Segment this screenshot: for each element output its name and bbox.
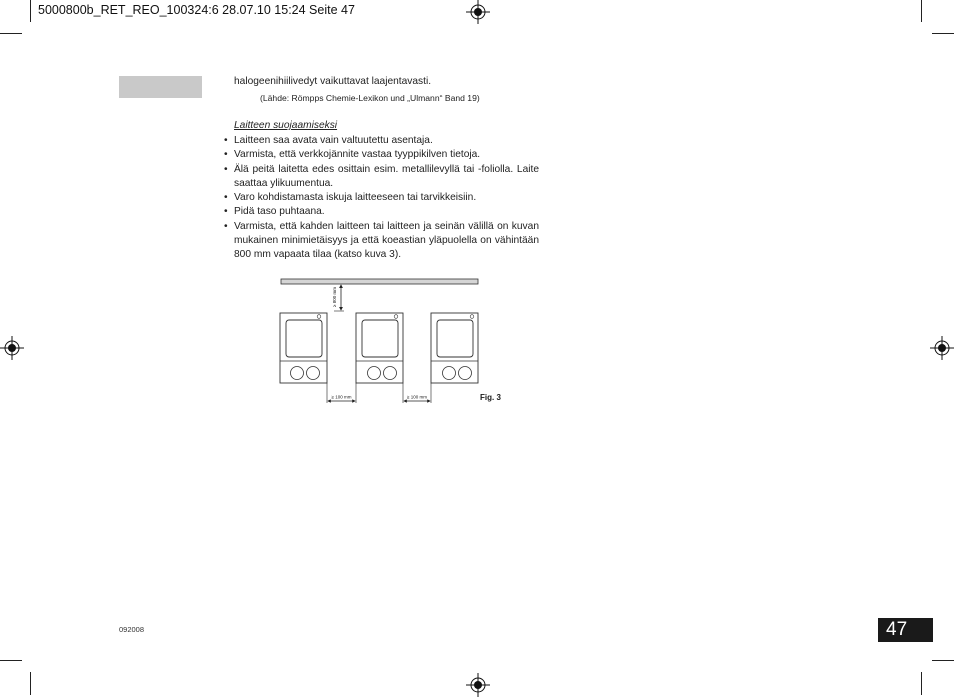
list-item: • Varo kohdistamasta iskuja laitteeseen tai tarvikkeisiin. <box>224 191 539 205</box>
crop-mark <box>30 0 31 22</box>
device-spacing-figure <box>270 270 520 410</box>
source-citation: (Lähde: Römpps Chemie-Lexikon und „Ulmann“ Band 19) <box>260 93 480 103</box>
section-tab-marker <box>119 76 202 98</box>
document-code: 092008 <box>119 625 145 634</box>
crop-mark <box>921 0 922 22</box>
list-item: • Laitteen saa avata vain valtuutettu asentaja. <box>224 134 539 148</box>
list-item: • Varmista, että verkkojännite vastaa tyyppikilven tietoja. <box>224 148 539 162</box>
registration-mark-icon <box>930 336 954 360</box>
vertical-clearance-label: ≥ 800 mm <box>332 287 337 307</box>
print-slug: 5000800b_RET_REO_100324:6 28.07.10 15:24 Seite 47 <box>38 3 355 17</box>
device-unit <box>431 313 478 383</box>
safety-bullet-list <box>224 134 539 263</box>
registration-mark-icon <box>466 0 490 24</box>
crop-mark <box>932 660 954 661</box>
crop-mark <box>30 672 31 695</box>
page-number: 47 <box>886 619 908 640</box>
horizontal-gap-label: ≥ 100 mm <box>331 394 352 400</box>
figure-label: Fig. 3 <box>480 393 501 402</box>
list-item: • Älä peitä laitetta edes osittain esim. metallilevyllä tai -foliolla. Laite saattaa ylikuumentua. <box>224 163 539 192</box>
crop-mark <box>921 672 922 695</box>
registration-mark-icon <box>0 336 24 360</box>
crop-mark <box>932 33 954 34</box>
horizontal-gap-label: ≥ 100 mm <box>407 394 427 400</box>
intro-line: halogeenihiilivedyt vaikuttavat laajentavasti. <box>234 76 432 87</box>
crop-mark <box>0 33 22 34</box>
list-item: • Varmista, että kahden laitteen tai laitteen ja seinän välillä on kuvan mukainen minimietäisyys ja että koeastian yläpuolella on vähintään 800 mm vapaata tilaa (katso kuva 3). <box>224 220 539 263</box>
page-number-badge <box>878 618 933 642</box>
device-unit <box>280 313 327 383</box>
crop-mark <box>0 660 22 661</box>
list-item: • Pidä taso puhtaana. <box>224 205 539 219</box>
registration-mark-icon <box>466 673 490 697</box>
device-unit <box>356 313 403 383</box>
section-heading: Laitteen suojaamiseksi <box>234 120 338 131</box>
shelf-surface <box>281 279 478 284</box>
